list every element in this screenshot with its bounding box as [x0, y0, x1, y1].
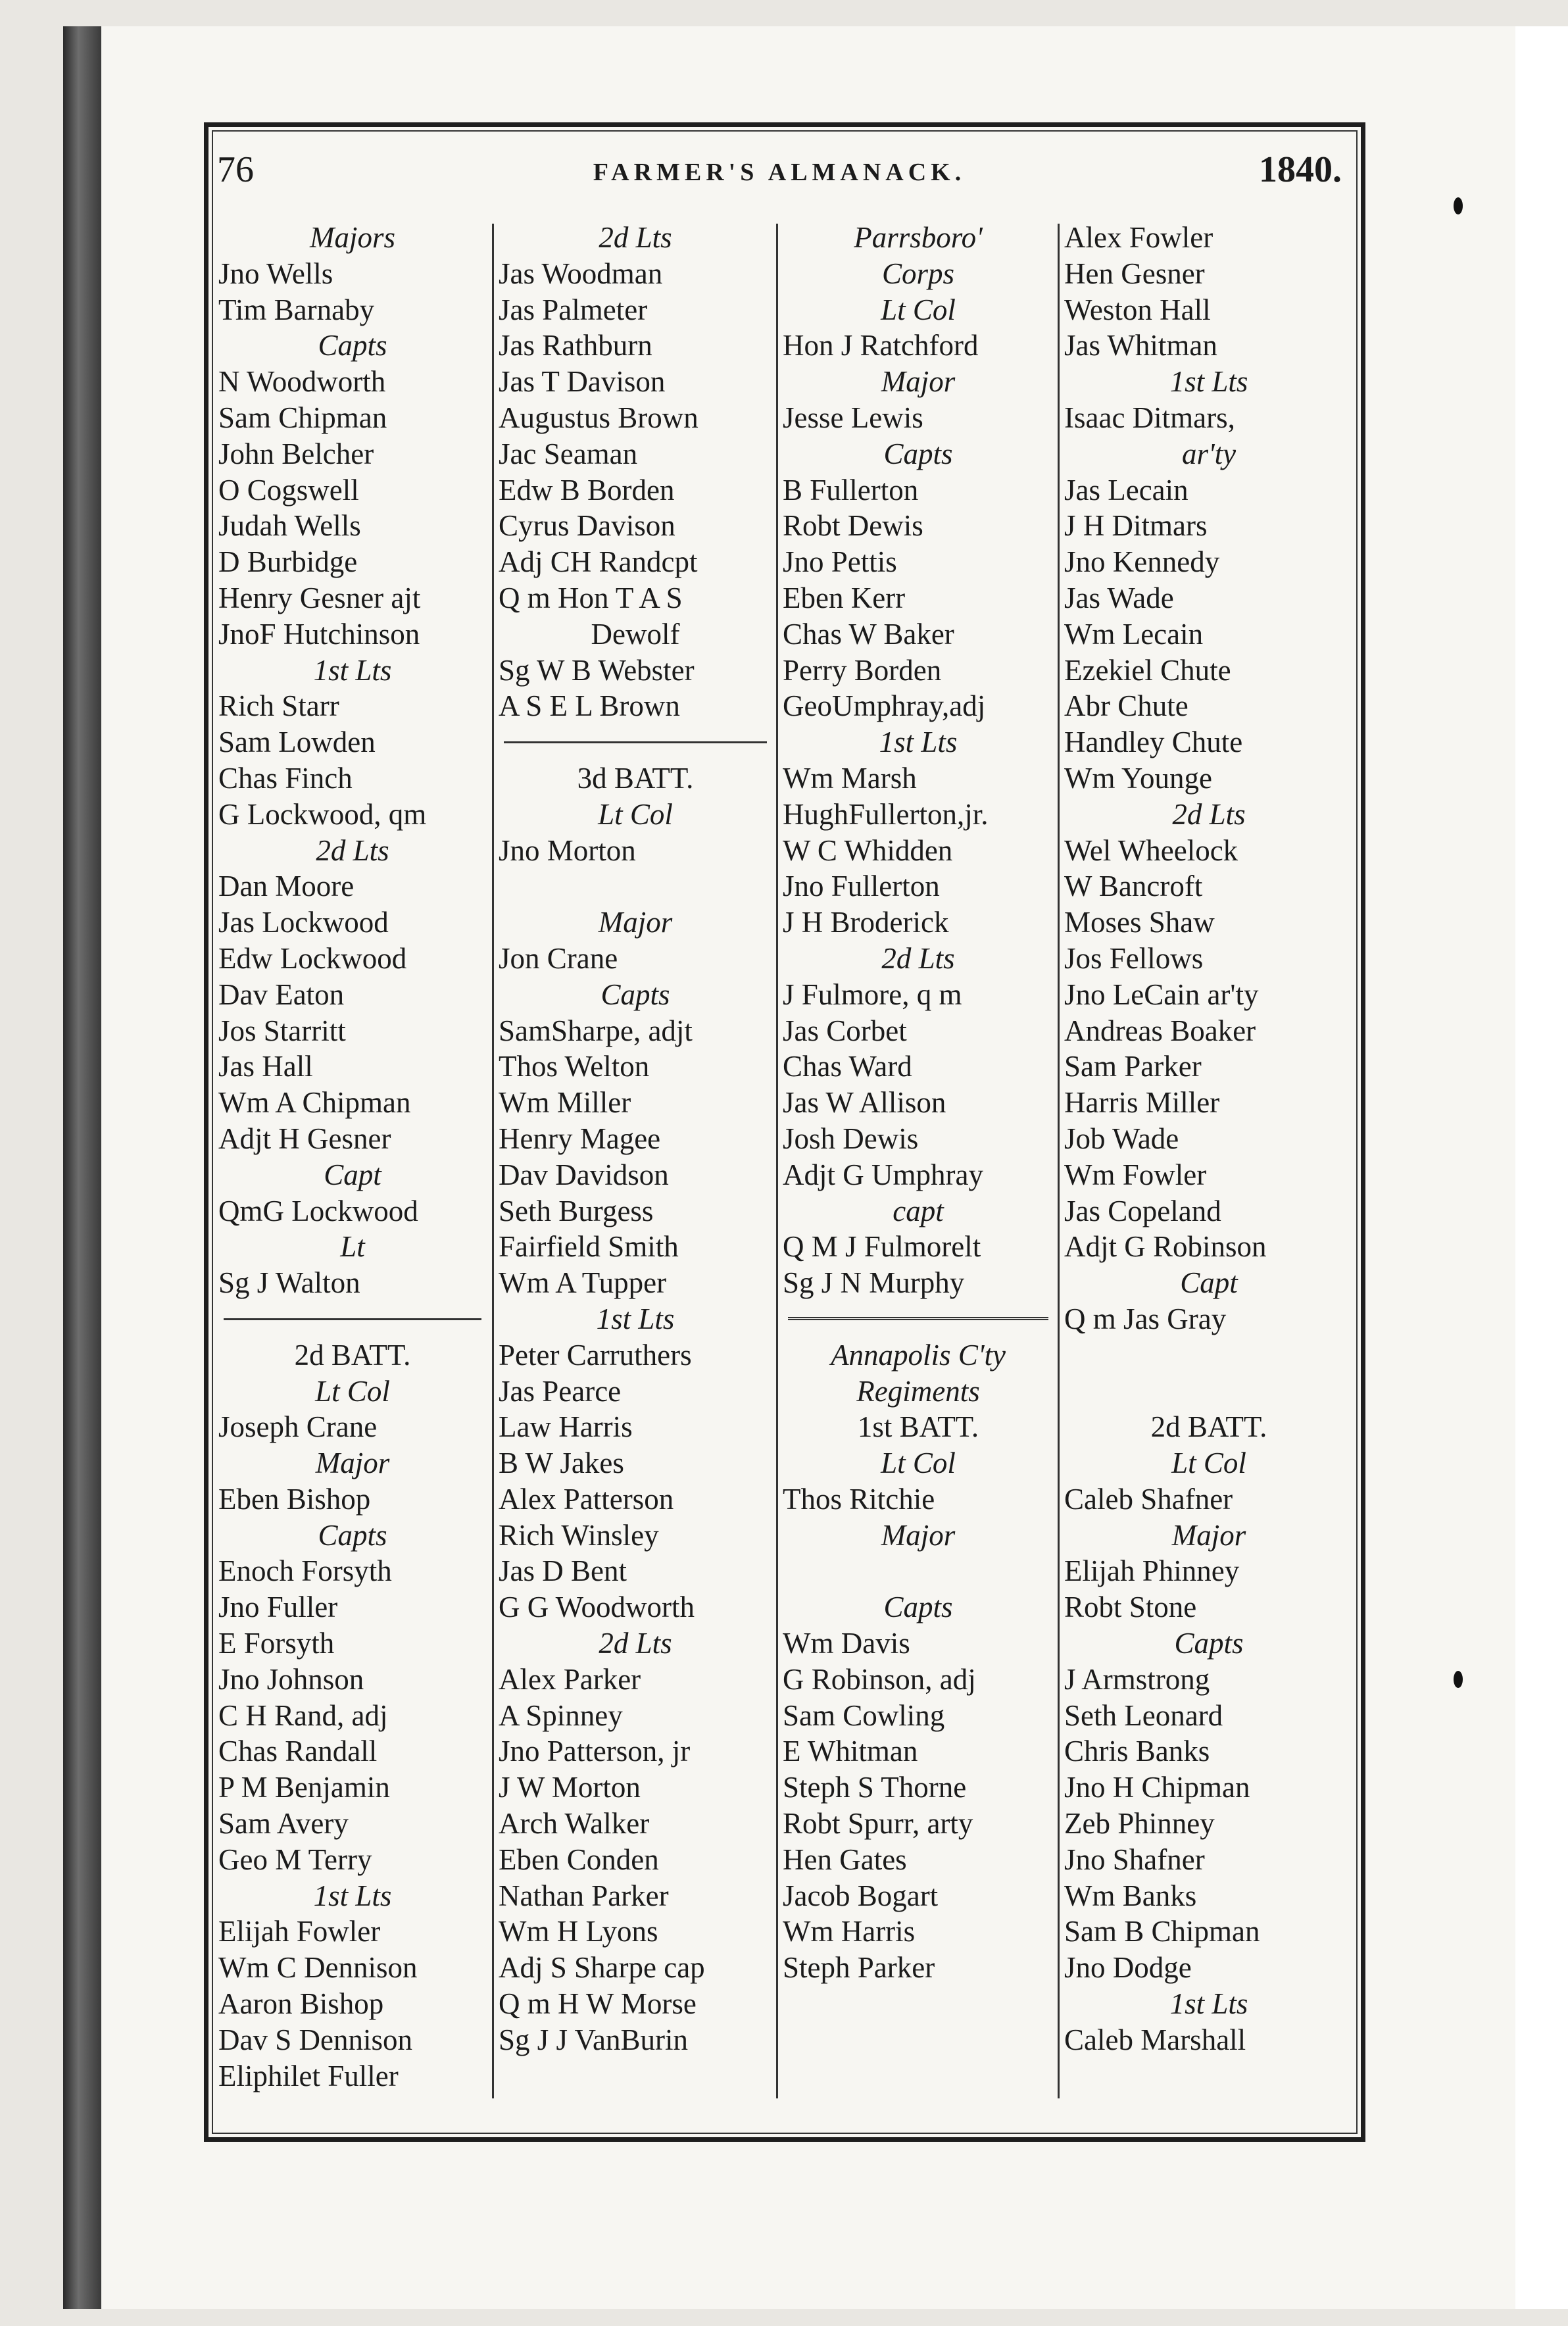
- officer-entry: Eliphilet Fuller: [218, 2059, 399, 2092]
- officer-entry: Wm Lecain: [1064, 617, 1204, 651]
- rank-heading: Regiments: [856, 1374, 980, 1408]
- officer-entry: Sam Avery: [218, 1807, 349, 1841]
- section-divider: [218, 1301, 487, 1337]
- rank-heading: 1st Lts: [313, 1879, 392, 1912]
- officer-entry: Hon J Ratchford: [783, 329, 979, 362]
- officer-entry: Job Wade: [1064, 1122, 1179, 1155]
- officer-entry: G G Woodworth: [499, 1591, 695, 1624]
- officer-entry: Wm H Lyons: [499, 1915, 658, 1948]
- column-1: [218, 220, 487, 2094]
- officer-entry: Wm Fowler: [1064, 1158, 1207, 1191]
- column-3: [783, 220, 1054, 1986]
- rank-heading: Lt: [340, 1230, 365, 1264]
- officer-entry: 1st BATT.: [857, 1410, 979, 1444]
- officer-entry: Judah Wells: [218, 509, 361, 543]
- officer-entry: Law Harris: [499, 1410, 633, 1444]
- officer-entry: Jno Pettis: [783, 545, 897, 579]
- officer-entry: Chris Banks: [1064, 1735, 1210, 1768]
- officer-entry: Seth Leonard: [1064, 1698, 1223, 1732]
- officer-entry: Eben Conden: [499, 1843, 659, 1876]
- officer-entry: Alex Patterson: [499, 1482, 674, 1516]
- officer-entry: Sam Parker: [1064, 1050, 1202, 1083]
- officer-entry: Dav Davidson: [499, 1158, 669, 1191]
- officer-entry: Hen Gates: [783, 1843, 907, 1876]
- officer-entry: Isaac Ditmars,: [1064, 401, 1235, 434]
- officer-entry: Sam B Chipman: [1064, 1915, 1260, 1948]
- officer-entry: Steph Parker: [783, 1951, 935, 1985]
- officer-entry: Jas Hall: [218, 1050, 313, 1083]
- officer-entry: Sam Chipman: [218, 401, 387, 434]
- rank-heading: Capts: [1174, 1627, 1244, 1660]
- officer-entry: Jas Rathburn: [499, 329, 652, 362]
- officer-entry: G Robinson, adj: [783, 1662, 976, 1696]
- officer-entry: Jas Lecain: [1064, 473, 1188, 507]
- officer-entry: Jas W Allison: [783, 1086, 946, 1120]
- officer-entry: Jno Patterson, jr: [499, 1735, 691, 1768]
- officer-entry: Wm Miller: [499, 1086, 631, 1120]
- rank-heading: Lt Col: [1171, 1447, 1246, 1480]
- column-4: [1064, 220, 1354, 2058]
- running-title: FARMER'S ALMANACK.: [593, 159, 966, 186]
- officer-entry: Fairfield Smith: [499, 1230, 679, 1264]
- officer-entry: W Bancroft: [1064, 870, 1203, 903]
- officer-entry: Jas Lockwood: [218, 906, 389, 939]
- officer-entry: Moses Shaw: [1064, 906, 1215, 939]
- margin-mark: [1454, 197, 1463, 214]
- page-number: 76: [217, 149, 254, 190]
- officer-entry: Alex Parker: [499, 1662, 641, 1696]
- officer-entry: C H Rand, adj: [218, 1698, 388, 1732]
- rank-heading: 1st Lts: [1169, 365, 1248, 399]
- officer-entry: Nathan Parker: [499, 1879, 669, 1912]
- officer-entry: Q m H W Morse: [499, 1987, 697, 2021]
- rank-heading: Annapolis C'ty: [831, 1338, 1006, 1372]
- officer-entry: D Burbidge: [218, 545, 358, 579]
- officer-entry: B Fullerton: [783, 473, 919, 507]
- officer-entry: Jno Morton: [499, 833, 636, 867]
- officer-entry: Ezekiel Chute: [1064, 653, 1231, 687]
- officer-entry: Harris Miller: [1064, 1086, 1220, 1120]
- officer-entry: Sg J Walton: [218, 1266, 360, 1300]
- column-rule: [1058, 224, 1060, 2098]
- officer-entry: Jas Woodman: [499, 257, 663, 290]
- officer-entry: Hen Gesner: [1064, 257, 1205, 290]
- officer-entry: Josh Dewis: [783, 1122, 919, 1155]
- officer-entry: Adjt H Gesner: [218, 1122, 391, 1155]
- column-2: [499, 220, 772, 2058]
- officer-entry: Robt Spurr, arty: [783, 1807, 973, 1841]
- rank-heading: Majors: [309, 221, 395, 254]
- officer-entry: Jno Wells: [218, 257, 333, 290]
- officer-entry: Jno Johnson: [218, 1662, 364, 1696]
- officer-entry: Sam Lowden: [218, 726, 376, 759]
- officer-entry: Chas Finch: [218, 761, 353, 795]
- officer-entry: Geo M Terry: [218, 1843, 372, 1876]
- section-divider: [499, 724, 772, 760]
- rank-heading: Capts: [883, 437, 953, 470]
- rank-heading: Capts: [318, 1518, 387, 1552]
- officer-entry: E Forsyth: [218, 1627, 335, 1660]
- officer-entry: Chas Ward: [783, 1050, 912, 1083]
- officer-entry: SamSharpe, adjt: [499, 1014, 693, 1047]
- officer-entry: G Lockwood, qm: [218, 797, 427, 831]
- officer-entry: Adj CH Randcpt: [499, 545, 698, 579]
- officer-entry: Robt Stone: [1064, 1591, 1197, 1624]
- officer-entry: Wm C Dennison: [218, 1951, 418, 1985]
- officer-entry: Peter Carruthers: [499, 1338, 692, 1372]
- officer-entry: Jno H Chipman: [1064, 1771, 1250, 1804]
- officer-entry: Eben Bishop: [218, 1482, 371, 1516]
- officer-entry: Wm Harris: [783, 1915, 916, 1948]
- officer-entry: Rich Starr: [218, 689, 339, 723]
- officer-entry: Handley Chute: [1064, 726, 1243, 759]
- rank-heading: Lt Col: [881, 293, 956, 326]
- rank-heading: 1st Lts: [879, 726, 958, 759]
- rank-heading: 2d Lts: [1172, 797, 1246, 831]
- margin-mark: [1454, 1671, 1463, 1688]
- officer-entry: Edw Lockwood: [218, 941, 407, 975]
- officer-entry: Wm Younge: [1064, 761, 1213, 795]
- book-spine-shadow: [63, 26, 101, 2309]
- officer-entry: E Whitman: [783, 1735, 918, 1768]
- officer-entry: Seth Burgess: [499, 1194, 654, 1227]
- officer-entry: P M Benjamin: [218, 1771, 390, 1804]
- officer-entry: J H Broderick: [783, 906, 949, 939]
- rank-heading: Capts: [600, 977, 670, 1011]
- officer-entry: A Spinney: [499, 1698, 623, 1732]
- officer-entry: Jno Fullerton: [783, 870, 940, 903]
- officer-entry: Jno LeCain ar'ty: [1064, 977, 1259, 1011]
- officer-entry: Elijah Phinney: [1064, 1554, 1240, 1588]
- officer-entry: Henry Gesner ajt: [218, 581, 421, 614]
- column-rule: [492, 224, 494, 2098]
- officer-entry: Alex Fowler: [1064, 221, 1213, 254]
- officer-entry: Aaron Bishop: [218, 1987, 384, 2021]
- officer-entry: J Armstrong: [1064, 1662, 1210, 1696]
- officer-entry: Jno Fuller: [218, 1591, 338, 1624]
- officer-entry: Jno Shafner: [1064, 1843, 1205, 1876]
- officer-entry: Steph S Thorne: [783, 1771, 967, 1804]
- officer-entry: Dan Moore: [218, 870, 355, 903]
- officer-entry: Jesse Lewis: [783, 401, 923, 434]
- officer-entry: Andreas Boaker: [1064, 1014, 1256, 1047]
- officer-entry: Jas T Davison: [499, 365, 666, 399]
- officer-entry: 2d BATT.: [294, 1338, 411, 1372]
- officer-entry: Cyrus Davison: [499, 509, 675, 543]
- rank-heading: Lt Col: [598, 797, 673, 831]
- officer-entry: Dav S Dennison: [218, 2023, 412, 2056]
- rank-heading: Major: [1171, 1518, 1246, 1552]
- officer-entry: John Belcher: [218, 437, 374, 470]
- column-rule: [776, 224, 778, 2098]
- officer-entry: W C Whidden: [783, 833, 953, 867]
- officer-entry: Jon Crane: [499, 941, 618, 975]
- blank-line: [783, 1553, 1054, 1589]
- officer-entry: Henry Magee: [499, 1122, 661, 1155]
- officer-entry: Jas Copeland: [1064, 1194, 1221, 1227]
- officer-entry: JnoF Hutchinson: [218, 617, 420, 651]
- officer-entry: Jno Kennedy: [1064, 545, 1220, 579]
- blank-line: [1064, 1373, 1354, 1410]
- officer-entry: Wm A Tupper: [499, 1266, 667, 1300]
- officer-entry: Q m Hon T A S: [499, 581, 683, 614]
- rank-heading: 1st Lts: [596, 1302, 675, 1335]
- officer-entry: Jac Seaman: [499, 437, 638, 470]
- officer-entry: Abr Chute: [1064, 689, 1188, 723]
- rank-heading: Corps: [881, 257, 955, 290]
- rank-heading: 2d Lts: [599, 221, 672, 254]
- officer-entry: Adj S Sharpe cap: [499, 1951, 705, 1985]
- officer-entry: Jos Fellows: [1064, 941, 1204, 975]
- officer-entry: Elijah Fowler: [218, 1915, 381, 1948]
- officer-entry: HughFullerton,jr.: [783, 797, 989, 831]
- officer-entry: Sg J J VanBurin: [499, 2023, 688, 2056]
- officer-entry: Rich Winsley: [499, 1518, 659, 1552]
- officer-entry: Weston Hall: [1064, 293, 1211, 326]
- officer-entry: Adjt G Robinson: [1064, 1230, 1267, 1264]
- officer-entry: Wel Wheelock: [1064, 833, 1238, 867]
- officer-entry: Perry Borden: [783, 653, 942, 687]
- officer-entry: Caleb Marshall: [1064, 2023, 1246, 2056]
- rank-heading: Lt Col: [315, 1374, 390, 1408]
- officer-entry: Wm Banks: [1064, 1879, 1197, 1912]
- officer-entry: Wm A Chipman: [218, 1086, 411, 1120]
- officer-entry: Arch Walker: [499, 1807, 650, 1841]
- section-divider: [783, 1301, 1054, 1337]
- rank-heading: Capts: [318, 329, 387, 362]
- officer-entry: GeoUmphray,adj: [783, 689, 986, 723]
- officer-entry: Thos Ritchie: [783, 1482, 935, 1516]
- officer-entry: J Fulmore, q m: [783, 977, 962, 1011]
- rank-heading: 1st Lts: [313, 653, 392, 687]
- officer-entry: Wm Davis: [783, 1627, 910, 1660]
- officer-entry: Jas Wade: [1064, 581, 1174, 614]
- officer-entry: Sg W B Webster: [499, 653, 695, 687]
- officer-entry: Caleb Shafner: [1064, 1482, 1233, 1516]
- officer-entry: J W Morton: [499, 1771, 641, 1804]
- officer-entry: Tim Barnaby: [218, 293, 375, 326]
- rank-heading: Lt Col: [881, 1447, 956, 1480]
- officer-entry: J H Ditmars: [1064, 509, 1208, 543]
- officer-entry: Chas W Baker: [783, 617, 954, 651]
- officer-entry: Jacob Bogart: [783, 1879, 939, 1912]
- rank-heading: Major: [598, 906, 673, 939]
- page-margin: [1515, 26, 1568, 2309]
- officer-entry: Eben Kerr: [783, 581, 906, 614]
- rank-heading: 1st Lts: [1169, 1987, 1248, 2021]
- officer-entry: 3d BATT.: [577, 761, 694, 795]
- officer-entry: Adjt G Umphray: [783, 1158, 983, 1191]
- officer-entry: Jas Palmeter: [499, 293, 648, 326]
- rank-heading: Major: [881, 365, 956, 399]
- rank-heading: 2d Lts: [316, 833, 389, 867]
- officer-entry: Dav Eaton: [218, 977, 345, 1011]
- officer-entry: Wm Marsh: [783, 761, 917, 795]
- officer-entry: Robt Dewis: [783, 509, 923, 543]
- blank-line: [1064, 1337, 1354, 1373]
- rank-heading: 2d Lts: [881, 941, 955, 975]
- officer-entry: 2d BATT.: [1150, 1410, 1267, 1444]
- officer-entry: B W Jakes: [499, 1447, 624, 1480]
- rank-heading: Capts: [883, 1591, 953, 1624]
- rank-heading: Major: [315, 1447, 390, 1480]
- officer-entry: A S E L Brown: [499, 689, 680, 723]
- officer-entry: Augustus Brown: [499, 401, 698, 434]
- officer-entry: Jas D Bent: [499, 1554, 627, 1588]
- rank-heading: 2d Lts: [599, 1627, 672, 1660]
- officer-entry: Sg J N Murphy: [783, 1266, 965, 1300]
- officer-entry: Jas Corbet: [783, 1014, 907, 1047]
- officer-entry: Q m Jas Gray: [1064, 1302, 1227, 1335]
- officer-entry: O Cogswell: [218, 473, 359, 507]
- running-header: [217, 149, 1342, 196]
- officer-entry: Q M J Fulmorelt: [783, 1230, 981, 1264]
- officer-entry: Jno Dodge: [1064, 1951, 1192, 1985]
- blank-line: [499, 868, 772, 904]
- year: 1840.: [1259, 149, 1342, 190]
- officer-entry: Thos Welton: [499, 1050, 650, 1083]
- officer-entry: Jas Whitman: [1064, 329, 1217, 362]
- officer-entry: Joseph Crane: [218, 1410, 378, 1444]
- officer-entry: Enoch Forsyth: [218, 1554, 392, 1588]
- officer-entry: Sam Cowling: [783, 1698, 945, 1732]
- officer-entry: Jas Pearce: [499, 1374, 622, 1408]
- officer-entry: Dewolf: [591, 617, 680, 651]
- officer-entry: Jos Starritt: [218, 1014, 346, 1047]
- rank-heading: capt: [893, 1194, 944, 1227]
- officer-entry: Zeb Phinney: [1064, 1807, 1215, 1841]
- rank-heading: Capt: [324, 1158, 381, 1191]
- rank-heading: ar'ty: [1181, 437, 1237, 470]
- officer-entry: Chas Randall: [218, 1735, 378, 1768]
- officer-entry: QmG Lockwood: [218, 1194, 418, 1227]
- rank-heading: Major: [881, 1518, 956, 1552]
- officer-entry: Edw B Borden: [499, 473, 675, 507]
- officer-entry: N Woodworth: [218, 365, 386, 399]
- rank-heading: Parrsboro': [854, 221, 983, 254]
- rank-heading: Capt: [1180, 1266, 1238, 1300]
